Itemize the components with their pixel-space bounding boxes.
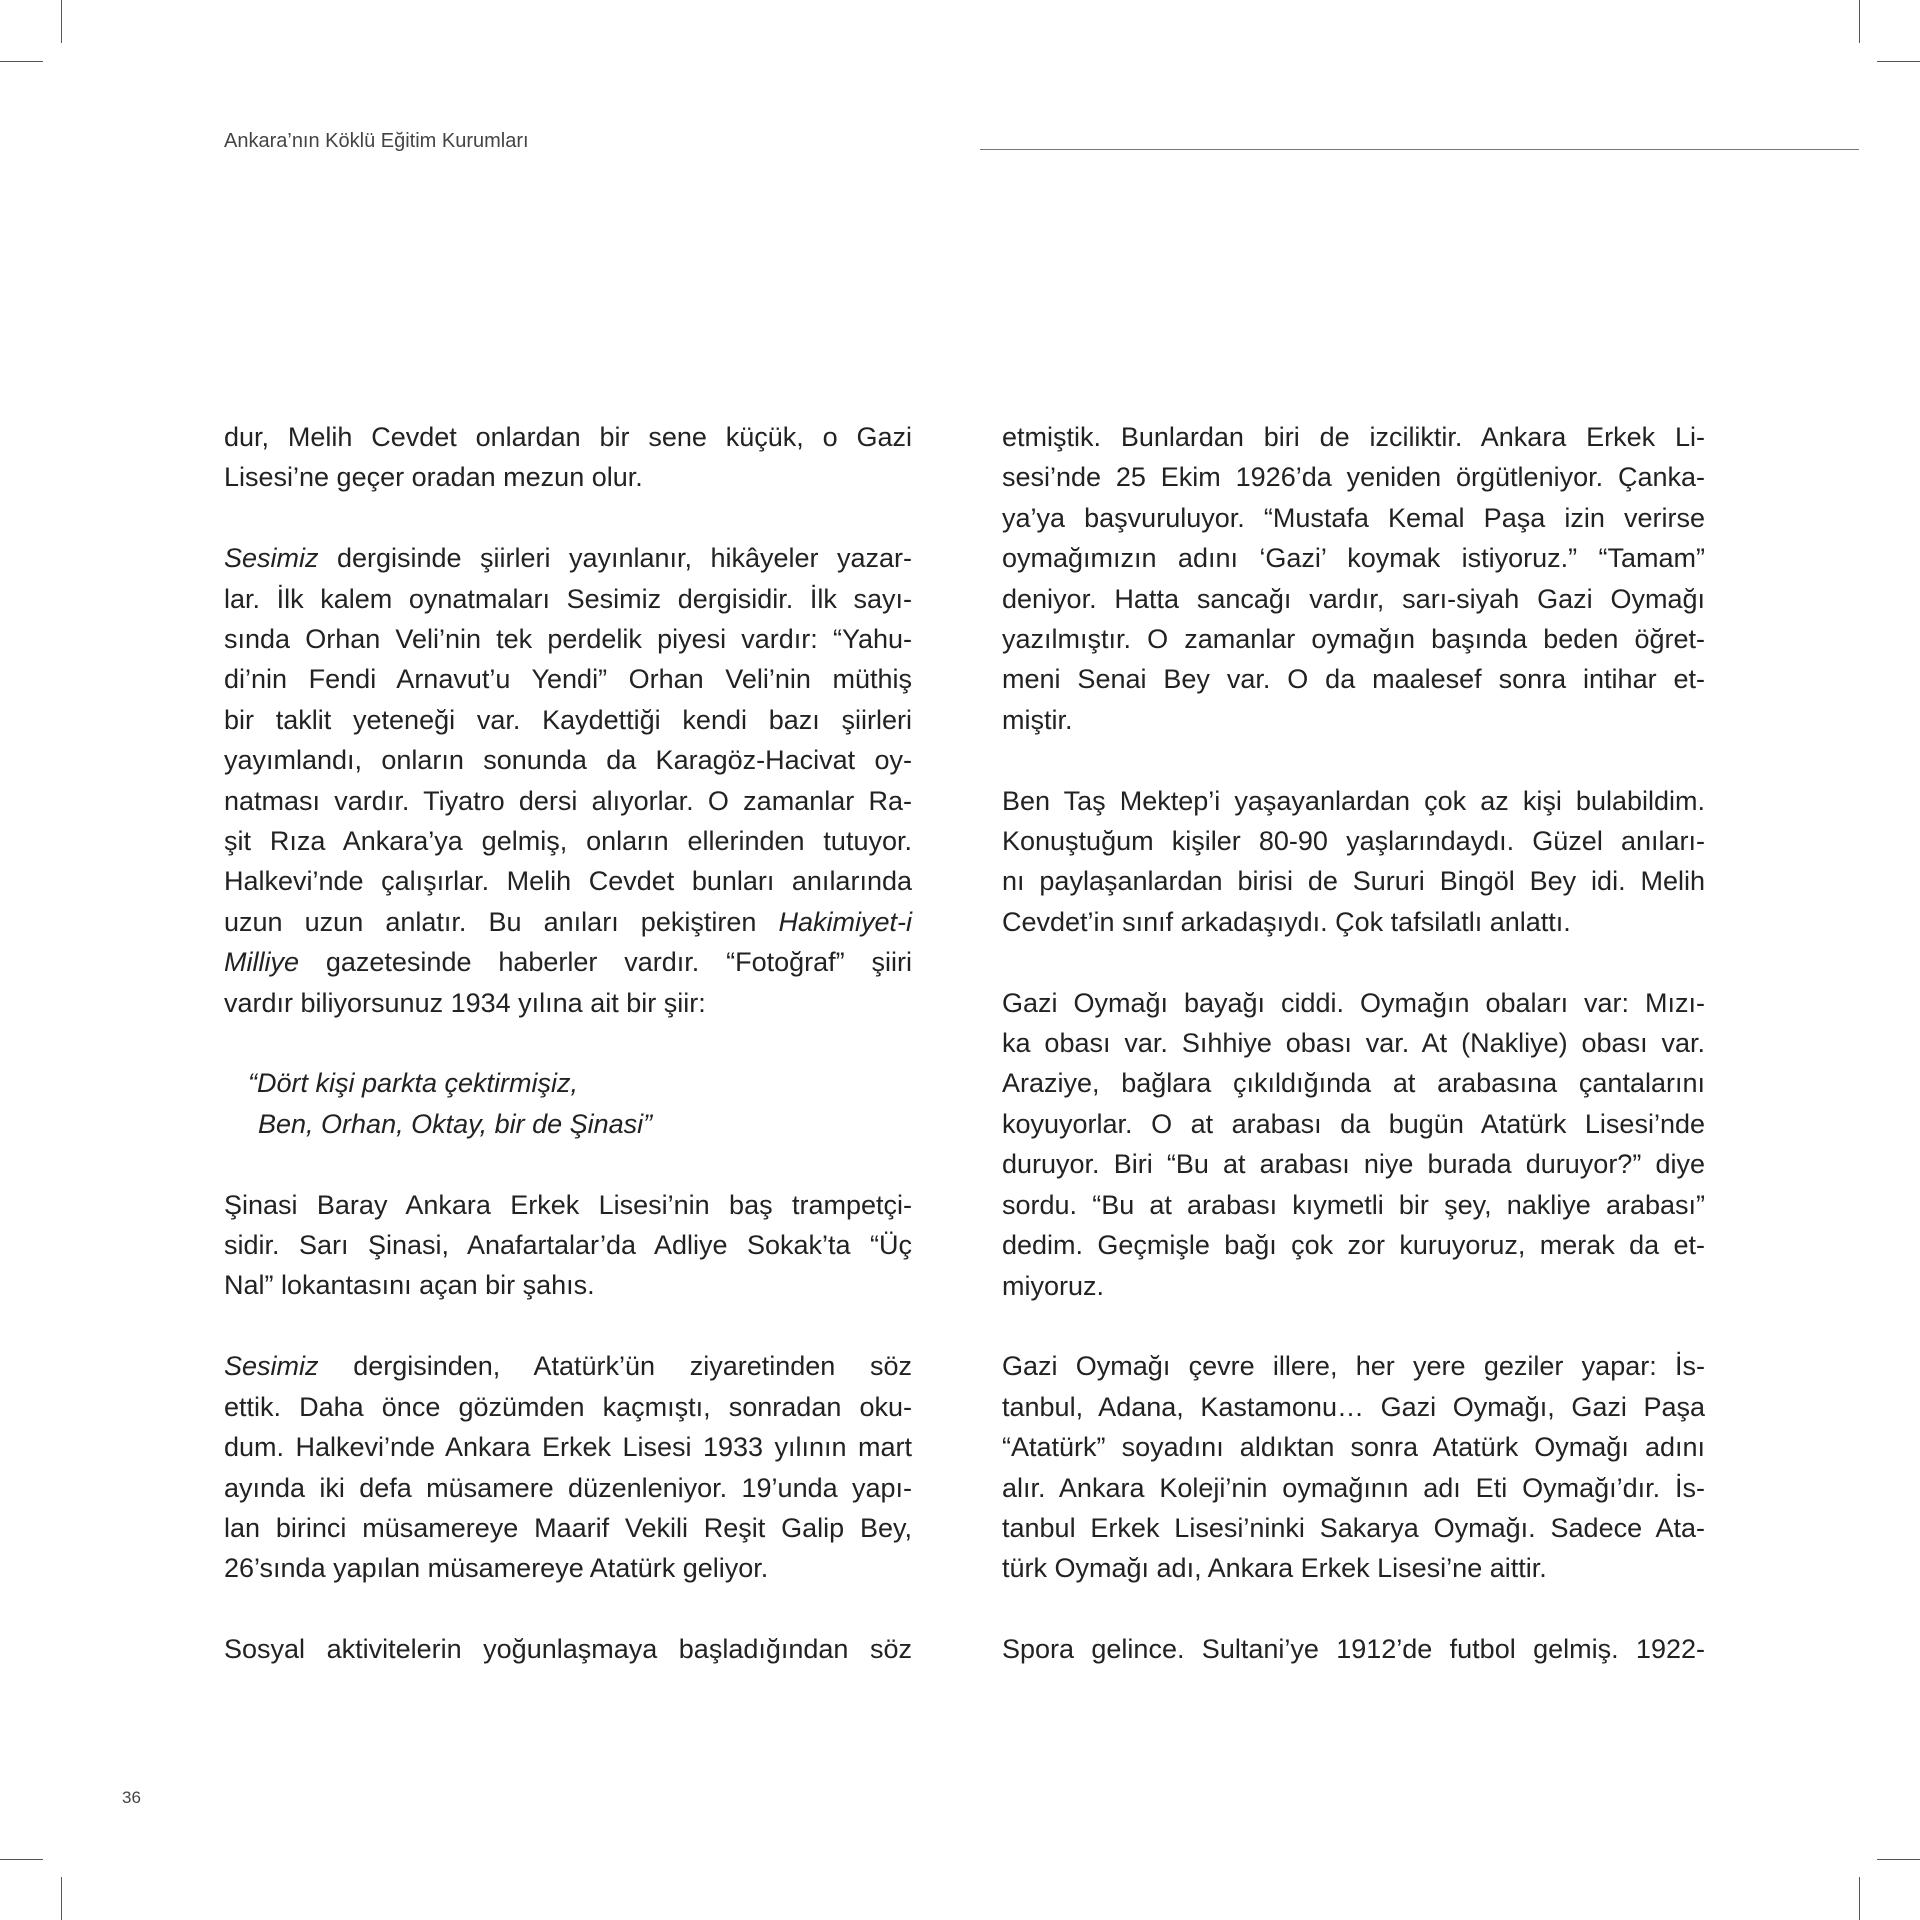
body-line: etmiştik. Bunlardan biri de izciliktir. Ankara Erkek Li- — [1002, 422, 1705, 452]
body-line: sidir. Sarı Şinasi, Anafartalar’da Adliye Sokak’ta “Üç — [224, 1230, 912, 1261]
quote-line: Ben, Orhan, Oktay, bir de Şinasi” — [258, 1108, 653, 1139]
body-line: koyuyorlar. O at arabası da bugün Atatürk Lisesi’nde — [1002, 1108, 1705, 1139]
crop-mark — [1877, 61, 1920, 62]
paragraph — [224, 1629, 912, 1669]
body-line: Şinasi Baray Ankara Erkek Lisesi’nin baş trampetçi- — [224, 1189, 912, 1220]
left-column — [224, 417, 912, 1710]
paragraph — [224, 1346, 912, 1588]
italic-title: Sesimiz — [224, 543, 319, 574]
body-line: alır. Ankara Koleji’nin oymağının adı Eti Oymağı’dır. İs- — [1002, 1472, 1705, 1503]
body-line: miyoruz. — [1002, 1270, 1105, 1301]
running-header: Ankara’nın Köklü Eğitim Kurumları — [224, 130, 529, 152]
line-text: dergisinden, Atatürk’ün ziyaretinden söz — [318, 1351, 912, 1382]
body-line: Lisesi’ne geçer oradan mezun olur. — [224, 462, 643, 493]
body-line: Konuştuğum kişiler 80-90 yaşlarındaydı. Güzel anıları- — [1002, 826, 1705, 857]
body-line: di’nin Fendi Arnavut’u Yendi” Orhan Veli’nin müthiş — [224, 664, 912, 695]
body-line: nı paylaşanlardan birisi de Sururi Bingöl Bey idi. Melih — [1002, 866, 1705, 897]
crop-mark — [1859, 0, 1860, 43]
paragraph — [1002, 781, 1705, 943]
body-line: Ben Taş Mektep’i yaşayanlardan çok az kişi bulabildim. — [1002, 785, 1705, 816]
header-rule — [980, 149, 1859, 150]
body-line — [224, 538, 912, 578]
body-line: yazılmıştır. O zamanlar oymağın başında beden öğret- — [1002, 624, 1705, 655]
body-line: sordu. “Bu at arabası kıymetli bir şey, nakliye arabası” — [1002, 1189, 1705, 1220]
body-line: tanbul Erkek Lisesi’ninki Sakarya Oymağı. Sadece Ata- — [1002, 1512, 1705, 1543]
body-line: deniyor. Hatta sancağı vardır, sarı-siyah Gazi Oymağı — [1002, 583, 1705, 614]
body-line: dur, Melih Cevdet onlardan bir sene küçük, o Gazi — [224, 422, 912, 452]
body-line: sesi’nde 25 Ekim 1926’da yeniden örgütleniyor. Çanka- — [1002, 462, 1705, 493]
body-line: dedim. Geçmişle bağı çok zor kuruyoruz, merak da et- — [1002, 1230, 1705, 1261]
body-line: dum. Halkevi’nde Ankara Erkek Lisesi 1933 yılının mart — [224, 1432, 912, 1463]
body-line: yayımlandı, onların sonunda da Karagöz-Hacivat oy- — [224, 745, 912, 776]
italic-title: Milliye — [224, 947, 300, 978]
body-line: Cevdet’in sınıf arkadaşıydı. Çok tafsilatlı anlattı. — [1002, 906, 1571, 937]
paragraph — [224, 417, 912, 498]
body-line: sında Orhan Veli’nin tek perdelik piyesi vardır: “Yahu- — [224, 624, 912, 655]
body-line: meni Senai Bey var. O da maalesef sonra intihar et- — [1002, 664, 1705, 695]
crop-mark — [61, 1877, 62, 1920]
quote-line: “Dört kişi parkta çektirmişiz, — [248, 1068, 579, 1099]
body-line: Nal” lokantasını açan bir şahıs. — [224, 1270, 595, 1301]
body-line — [224, 942, 912, 982]
body-line: ettik. Daha önce gözümden kaçmıştı, sonradan oku- — [224, 1391, 912, 1422]
body-line: oymağımızın adını ‘Gazi’ koymak istiyoruz.” “Tamam” — [1002, 543, 1705, 574]
body-line: 26’sında yapılan müsamereye Atatürk geliyor. — [224, 1553, 769, 1584]
body-line: Halkevi’nde çalışırlar. Melih Cevdet bunları anılarında — [224, 866, 912, 897]
body-line: şit Rıza Ankara’ya gelmiş, onların ellerinden tutuyor. — [224, 826, 912, 857]
body-line: duruyor. Biri “Bu at arabası niye burada duruyor?” diye — [1002, 1149, 1705, 1180]
body-line: türk Oymağı adı, Ankara Erkek Lisesi’ne aittir. — [1002, 1553, 1547, 1584]
body-line: Gazi Oymağı bayağı ciddi. Oymağın obaları var: Mızı- — [1002, 987, 1705, 1018]
paragraph — [1002, 1346, 1705, 1588]
crop-mark — [1859, 1877, 1860, 1920]
paragraph — [224, 538, 912, 1023]
body-line: “Atatürk” soyadını aldıktan sonra Atatürk Oymağı adını — [1002, 1432, 1705, 1463]
paragraph — [224, 1185, 912, 1306]
paragraph — [1002, 983, 1705, 1306]
body-line: lar. İlk kalem oynatmaları Sesimiz dergisidir. İlk sayı- — [224, 583, 912, 614]
body-line: Gazi Oymağı çevre illere, her yere geziler yapar: İs- — [1002, 1351, 1705, 1382]
crop-mark — [1877, 1859, 1920, 1860]
body-line: bir taklit yeteneği var. Kaydettiği kendi bazı şiirleri — [224, 704, 912, 735]
body-line: lan birinci müsamereye Maarif Vekili Reşit Galip Bey, — [224, 1512, 912, 1543]
body-line: vardır biliyorsunuz 1934 yılına ait bir şiir: — [224, 987, 706, 1018]
crop-mark — [61, 0, 62, 43]
crop-mark — [0, 61, 43, 62]
body-line: ka obası var. Sıhhiye obası var. At (Nakliye) obası var. — [1002, 1028, 1705, 1059]
line-text: uzun uzun anlatır. Bu anıları pekiştiren — [224, 906, 779, 937]
line-text: dergisinde şiirleri yayınlanır, hikâyeler yazar- — [318, 543, 912, 574]
body-line: tanbul, Adana, Kastamonu… Gazi Oymağı, Gazi Paşa — [1002, 1391, 1705, 1422]
body-line: natması vardır. Tiyatro dersi alıyorlar. O zamanlar Ra- — [224, 785, 912, 816]
paragraph — [1002, 1629, 1705, 1669]
body-line: ya’ya başvuruluyor. “Mustafa Kemal Paşa izin verirse — [1002, 502, 1705, 533]
right-column — [1002, 417, 1705, 1710]
crop-mark — [0, 1859, 43, 1860]
italic-title: Sesimiz — [224, 1351, 319, 1382]
body-line: Spora gelince. Sultani’ye 1912’de futbol gelmiş. 1922- — [1002, 1634, 1705, 1665]
body-line: Araziye, bağlara çıkıldığında at arabasına çantalarını — [1002, 1068, 1705, 1099]
paragraph — [1002, 417, 1705, 740]
body-line — [224, 902, 912, 942]
poem-quote — [224, 1063, 912, 1144]
body-line: miştir. — [1002, 704, 1073, 735]
page-number: 36 — [122, 1788, 141, 1807]
italic-title: Hakimiyet-i — [778, 906, 912, 937]
line-text: gazetesinde haberler vardır. “Fotoğraf” şiiri — [299, 947, 912, 978]
body-line: ayında iki defa müsamere düzenleniyor. 19’unda yapı- — [224, 1472, 912, 1503]
body-line: Sosyal aktivitelerin yoğunlaşmaya başladığından söz — [224, 1634, 912, 1665]
body-line — [224, 1346, 912, 1386]
